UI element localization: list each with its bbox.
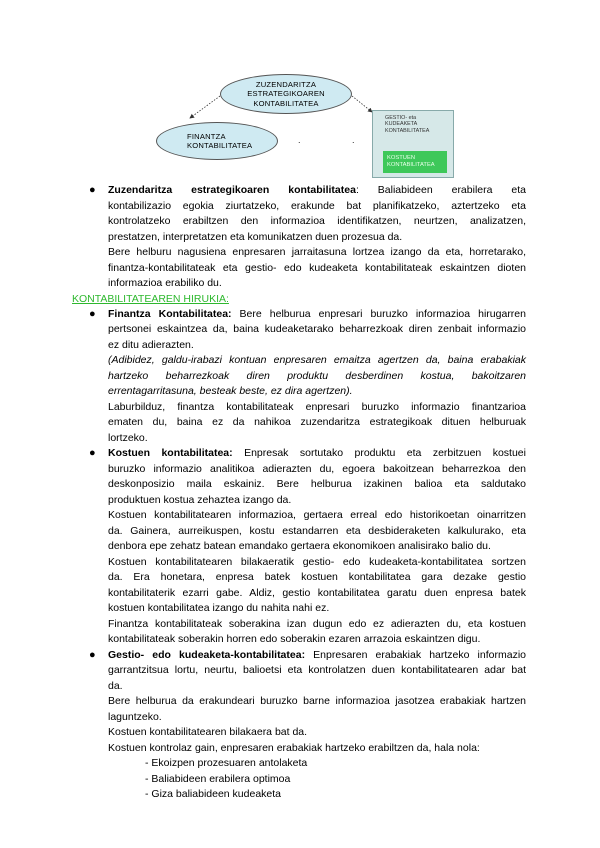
finantza-line-7: ematen du, baina ez da nahikoa zuzendaritza estrategikoak dituen helburuak <box>108 416 526 428</box>
zuzendaritza-line-3: prestatzen, interpretatzen eta komunikatzen duen prozesua da. <box>108 231 403 243</box>
finantza-first-line <box>108 307 526 321</box>
zuzendaritza-title: Zuzendaritza estrategikoaren kontabilitatea <box>108 184 356 196</box>
kostuen-first-line <box>108 446 526 460</box>
zuzendaritza-line-2: kontrolatzeko erabiltzen den informazioa identifikatzen, neurtzen, analizatzen, <box>108 215 526 227</box>
gestio-line-5: Kostuen kontabilitatearen bilakaera bat da. <box>108 726 308 738</box>
kostuen-line-10: kostuen kontabilitatea izango du nahita nahi ez. <box>108 602 330 614</box>
zuzendaritza-line-5: finantza-kontabilitateak eta gestio- edo kudeaketa kontabilitateak eskaintzen dioten <box>108 262 526 274</box>
ellipse-zuzendaritza <box>220 74 352 114</box>
kostuen-line-5: da. Gainera, aurreikuspen, kostu estandarren eta desbideraketen kalkulurako, eta <box>108 525 526 537</box>
kostuen-line-6: denbora epe zehatz batean emandako gertaera ekonomikoen analisirako balio du. <box>108 540 491 552</box>
box-line-3: KONTABILITATEA <box>385 127 430 134</box>
gestio-title: Gestio- edo kudeaketa-kontabilitatea: <box>108 649 306 661</box>
kostuen-line-9: kontabilitaterik ezarri gabe. Aldiz, gestio kontabilitatea garatu duen enpresa batek <box>108 587 526 599</box>
ellipse-top-line-3: KONTABILITATEA <box>253 98 319 108</box>
finantza-line-0: Bere helburua enpresari buruzko informazioa hirugarren <box>231 308 526 320</box>
kostuen-line-3: produktuen kostua zehaztea izango da. <box>108 494 292 506</box>
gestio-line-6: Kostuen kontrolaz gain, enpresaren erabakiak hartzeko erabiltzen da, hala nola: <box>108 742 480 754</box>
dot-2: . <box>352 135 355 145</box>
zuzendaritza-line-0: : Baliabideen erabilera eta <box>355 184 526 196</box>
gestio-line-4: laguntzeko. <box>108 711 162 723</box>
gestio-line-2: da. <box>108 680 123 692</box>
ellipse-top-line-1: ZUZENDARITZA <box>255 79 317 89</box>
finantza-line-6: Laburbilduz, finantza kontabilitateak enpresari buruzko informazio finantzarioa <box>108 401 526 413</box>
ellipse-top-line-2: ESTRATEGIKOAREN <box>247 89 325 99</box>
kostuen-title: Kostuen kontabilitatea: <box>108 447 233 459</box>
finantza-line-4: hartzeko beharrezkoak diren produktu desberdinen kostua, bakoitzaren <box>108 370 526 382</box>
bullet-kostuen: ● <box>89 447 96 459</box>
finantza-line-1: pertsonei eskaintzea da, baina kudeaketarako beharrezkoak diren zenbait informazio <box>108 323 526 335</box>
zuzendaritza-line-4: Bere helburu nagusiena enpresaren jarraitasuna lortzea izango da eta, horretarako, <box>108 246 526 258</box>
gestio-list-item-2: - Baliabideen erabilera optimoa <box>145 773 291 785</box>
green-line-2: KONTABILITATEA <box>387 161 435 168</box>
finantza-title: Finantza Kontabilitatea: <box>108 308 232 320</box>
bullet-gestio: ● <box>89 649 96 661</box>
ellipse-finantza <box>156 122 278 160</box>
kostuen-line-1: buruzko informazio analitikoa adierazten du, egoera bakoitzean beharrezkoa den <box>108 463 526 475</box>
kostuen-line-12: kontabilitateak soberakin horren edo soberakin ezaren arrazoia eskaintzen digu. <box>108 633 481 645</box>
kostuen-line-7: Kostuen kontabilitatearen bilakaeratik gestio- edo kudeaketa-kontabilitatea sortzen <box>108 556 526 568</box>
box-line-2: KUDEAKETA <box>385 121 418 128</box>
ellipse-left-line-2: KONTABILITATEA <box>187 141 253 150</box>
kostuen-green-box <box>383 151 447 173</box>
gestio-line-3: Bere helburua da erakundeari buruzko barne informazioa jasotzea erabakiak hartzen <box>108 695 526 707</box>
kostuen-line-4: Kostuen kontabilitatearen informazioa, gertaera erreal edo historikoetan oinarritzen <box>108 509 526 521</box>
dot-1: . <box>298 135 301 145</box>
zuzendaritza-line-1: kontabilizazio egokia ziurtatzeko, erakunde bat planifikatzeko, aztertzeko eta <box>108 200 526 212</box>
ellipse-left-line-1: FINANTZA <box>187 131 226 141</box>
zuzendaritza-line-6: informazioa erabiliko du. <box>108 277 222 289</box>
gestio-line-1: garrantzitsua lortu, neurtu, balioetsi eta kontrolatzen duen kontabilitatearen adar bat <box>108 664 526 676</box>
finantza-line-5: errentagarritasuna, besteak beste, ez dira agertzen). <box>108 385 353 397</box>
kostuen-line-0: Enpresak sortutako produktu eta zerbitzuen kostuei <box>232 447 526 459</box>
finantza-line-8: lortzeko. <box>108 432 148 444</box>
gestio-line-0: Enpresaren erabakiak hartzeko informazio <box>305 649 526 661</box>
kostuen-line-11: Finantza kontabilitateak soberakina izan dugun edo ez adierazten du, eta kostuen <box>108 618 526 630</box>
gestio-box <box>372 110 454 178</box>
kostuen-line-8: da. Era honetara, enpresa batek kostuen kontabilitatea gara dezake gestio <box>108 571 526 583</box>
gestio-list-item-3: - Giza baliabideen kudeaketa <box>145 788 282 800</box>
arrow-right <box>352 96 372 112</box>
finantza-line-2: ez ditu adierazten. <box>108 339 194 351</box>
gestio-list-item-1: - Ekoizpen prozesuaren antolaketa <box>145 757 308 769</box>
kostuen-line-2: deskonposizio maila eskainiz. Bere helburua izakinen balioa eta saldutako <box>108 478 526 490</box>
green-line-1: KOSTUEN <box>387 155 416 161</box>
box-line-1: GESTIO- eta <box>385 115 417 121</box>
finantza-line-3: (Adibidez, galdu-irabazi kontuan enpresaren emaitza agertzen da, baina erabakiak <box>108 354 526 366</box>
diagram <box>0 0 600 180</box>
zuzendaritza-first-line <box>108 183 526 197</box>
arrow-left <box>190 96 220 118</box>
gestio-first-line <box>108 648 526 662</box>
hirukia-heading: KONTABILITATEAREN HIRUKIA: <box>72 293 229 305</box>
bullet-finantza: ● <box>89 308 96 320</box>
bullet-zuzendaritza: ● <box>89 184 96 196</box>
